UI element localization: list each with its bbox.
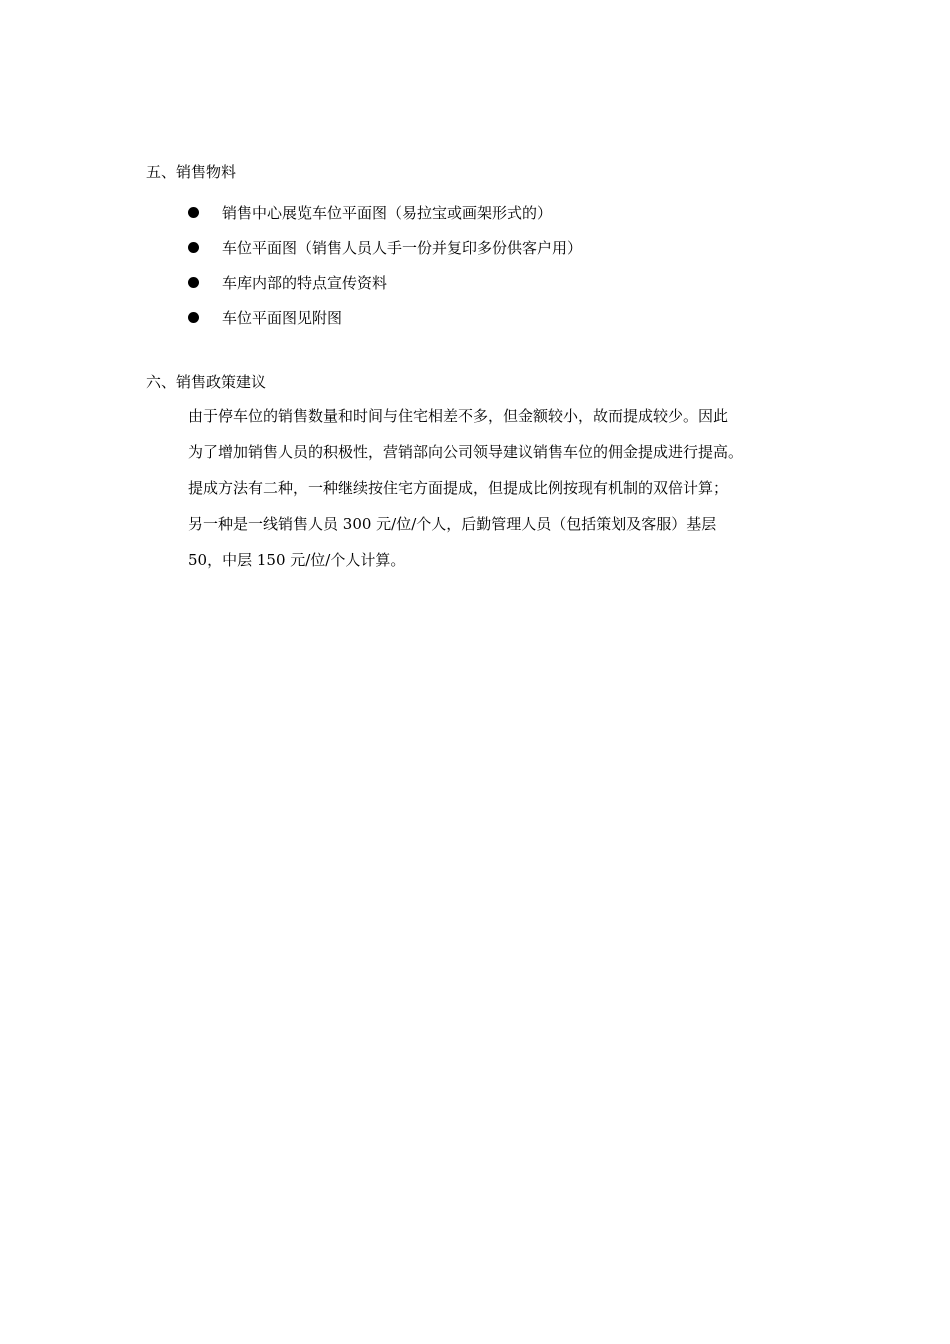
bullet-icon	[188, 207, 199, 218]
bullet-icon	[188, 242, 199, 253]
list-item	[188, 230, 582, 265]
section-5-heading: 五、销售物料	[146, 163, 237, 181]
list-item-text: 车位平面图见附图	[222, 308, 343, 327]
list-item-text: 车位平面图（销售人员人手一份并复印多份供客户用）	[222, 238, 583, 257]
section-6-heading: 六、销售政策建议	[146, 373, 267, 391]
paragraph-line: 提成方法有二种，一种继续按住宅方面提成，但提成比例按现有机制的双倍计算；	[188, 479, 729, 497]
list-item	[188, 300, 582, 335]
paragraph-line: 由于停车位的销售数量和时间与住宅相差不多，但金额较小，故而提成较少。因此	[188, 407, 729, 425]
paragraph-line: 50，中层 150 元/位/个人计算。	[188, 551, 406, 569]
list-item	[188, 265, 582, 300]
bullet-icon	[188, 277, 199, 288]
paragraph-line: 为了增加销售人员的积极性，营销部向公司领导建议销售车位的佣金提成进行提高。	[188, 443, 744, 461]
list-item-text: 车库内部的特点宣传资料	[222, 273, 388, 292]
sales-policy-paragraph	[188, 404, 808, 584]
sales-materials-list	[188, 195, 582, 335]
list-item	[188, 195, 582, 230]
list-item-text: 销售中心展览车位平面图（易拉宝或画架形式的）	[222, 203, 553, 222]
paragraph-line: 另一种是一线销售人员 300 元/位/个人，后勤管理人员（包括策划及客服）基层	[188, 515, 717, 533]
bullet-icon	[188, 312, 199, 323]
